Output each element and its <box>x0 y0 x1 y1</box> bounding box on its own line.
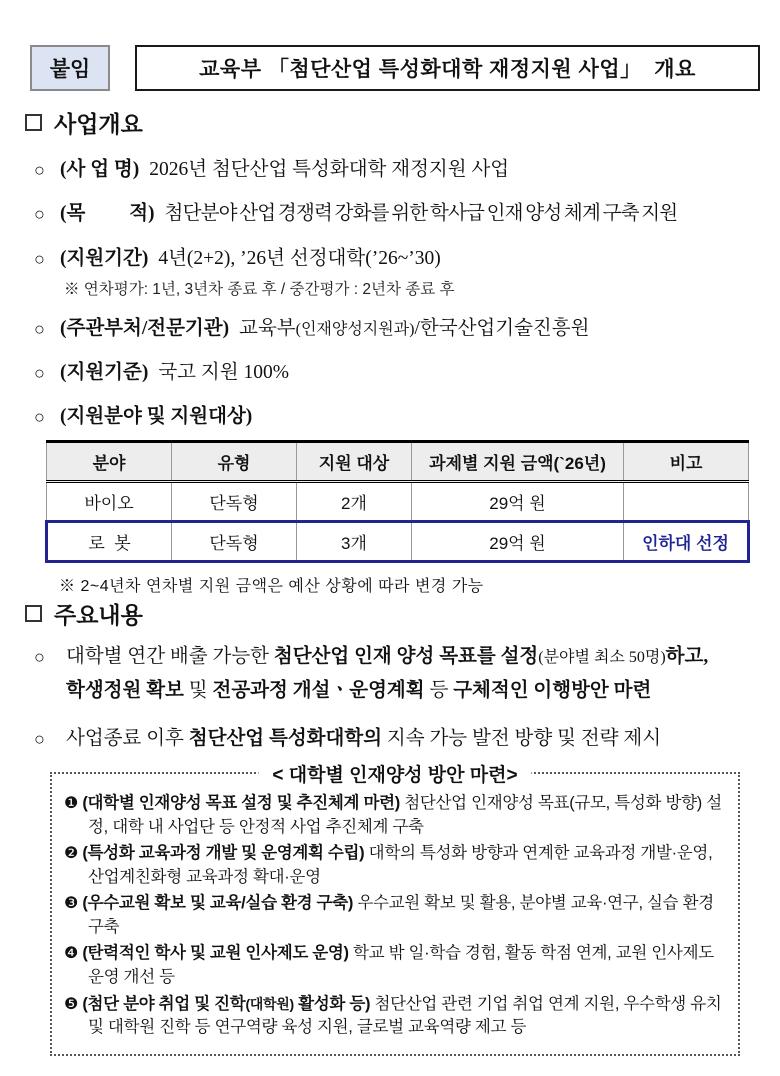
circle-bullet-icon: ○ <box>34 204 45 225</box>
item-value: 국고 지원 100% <box>158 362 289 384</box>
item-value: 첨단분야 산업 경쟁력 강화를 위한 학사급 인재 양성 체계 구축 지원 <box>164 203 678 225</box>
col-header-remark: 비고 <box>624 442 749 482</box>
square-bullet-icon <box>25 605 42 622</box>
circled-5-icon: ❺ <box>64 995 79 1013</box>
circled-1-icon: ❶ <box>64 795 79 812</box>
circle-bullet-icon: ○ <box>34 248 45 269</box>
item-label: (사 업 명) <box>60 159 140 180</box>
cell-target: 3개 <box>297 522 412 562</box>
bullet-text: 대학별 연간 배출 가능한 첨단산업 인재 양성 목표를 설정(분야별 최소 50명)하고, 학생정원 확보 및 전공과정 개설ㆍ운영계획 등 구체적인 이행방안 마련 <box>66 646 709 702</box>
table-header-row <box>47 442 749 482</box>
cell-remark <box>624 482 749 522</box>
section-heading-label: 주요내용 <box>54 602 143 628</box>
circled-3-icon: ❸ <box>64 895 79 913</box>
plan-item-2: ❷ (특성화 교육과정 개발 및 운영계획 수립) 대학의 특성화 방향과 연계한 교육과정 개발·운영, 산업계친화형 교육과정 확대·운영 <box>64 844 713 886</box>
circle-bullet-icon: ○ <box>34 407 45 428</box>
circle-bullet-icon: ○ <box>34 647 45 667</box>
item-label: (주관부처/전문기관) <box>60 317 230 339</box>
section-heading-main-content <box>25 597 143 630</box>
col-header-type: 유형 <box>172 442 297 482</box>
cell-amount: 29억 원 <box>412 522 624 562</box>
cell-target: 2개 <box>297 482 412 522</box>
item-label: (지원기준) <box>60 362 149 384</box>
plan-item-5: ❺ (첨단 분야 취업 및 진학(대학원) 활성화 등) 첨단산업 관련 기업 취업 연계 지원, 우수학생 유치 및 대학원 진학 등 연구역량 육성 지원, 글로벌 교육역량 제고 등 <box>64 994 722 1037</box>
table-row-highlighted <box>47 522 749 562</box>
plan-item-1: ❶ (대학별 인재양성 목표 설정 및 추진체계 마련) 첨단산업 인재양성 목표(규모, 특성화 방향) 설정, 대학 내 사업단 등 안정적 사업 추진체계 구축 <box>64 794 722 836</box>
item-value: 2026년 첨단산업 특성화대학 재정지원 사업 <box>149 159 510 180</box>
circle-bullet-icon: ○ <box>34 318 45 339</box>
support-table-section <box>45 440 750 596</box>
col-header-target: 지원 대상 <box>297 442 412 482</box>
circle-bullet-icon: ○ <box>34 729 45 750</box>
section-heading-overview <box>25 106 143 139</box>
list-item <box>34 403 764 431</box>
page-title: 교육부 「첨단산업 특성화대학 재정지원 사업」 개요 <box>135 45 760 91</box>
cell-field: 로 봇 <box>47 522 172 562</box>
table-row <box>47 482 749 522</box>
plan-item-4: ❹ (탄력적인 학사 및 교원 인사제도 운영) 학교 밖 일·학습 경험, 활동 학점 연계, 교원 인사제도 운영 개선 등 <box>64 944 714 987</box>
list-item <box>34 359 764 387</box>
plan-box-title: < 대학별 인재양성 방안 마련> <box>258 760 531 787</box>
section-heading-label: 사업개요 <box>54 111 143 137</box>
item-label: (지원분야 및 지원대상) <box>60 406 253 428</box>
list-item <box>34 315 764 343</box>
circled-4-icon: ❹ <box>64 945 79 963</box>
evaluation-note: ※ 연차평가: 1년, 3년차 종료 후 / 중간평가 : 2년차 종료 후 <box>64 280 455 298</box>
col-header-field: 분야 <box>47 442 172 482</box>
main-content-bullets <box>34 640 764 770</box>
support-table <box>45 440 750 563</box>
overview-item-list <box>34 156 764 448</box>
item-label: (목 적) <box>60 203 155 225</box>
content-bullet <box>34 640 764 708</box>
item-value: 교육부(인재양성지원과)/한국산업기술진흥원 <box>239 317 590 339</box>
plan-item-3: ❸ (우수교원 확보 및 교육/실습 환경 구축) 우수교원 확보 및 활용, 분야별 교육·연구, 실습 환경 구축 <box>64 894 714 936</box>
col-header-amount: 과제별 지원 금액(`26년) <box>412 442 624 482</box>
cell-field: 바이오 <box>47 482 172 522</box>
table-note: ※ 2~4년차 연차별 지원 금액은 예산 상황에 따라 변경 가능 <box>59 578 484 595</box>
list-item <box>34 245 764 273</box>
list-item <box>34 200 764 228</box>
bullet-text: 사업종료 이후 첨단산업 특성화대학의 지속 가능 발전 방향 및 전략 제시 <box>66 728 662 750</box>
talent-plan-box <box>50 765 740 1056</box>
content-bullet <box>34 722 764 756</box>
circle-bullet-icon: ○ <box>34 363 45 384</box>
square-bullet-icon <box>25 114 42 131</box>
circled-2-icon: ❷ <box>64 845 79 863</box>
cell-type: 단독형 <box>172 482 297 522</box>
attachment-badge: 붙임 <box>30 45 110 91</box>
item-label: (지원기간) <box>60 247 149 269</box>
cell-type: 단독형 <box>172 522 297 562</box>
item-value: 4년(2+2), ’26년 선정대학(’26~’30) <box>158 247 441 269</box>
list-item <box>34 156 764 184</box>
cell-amount: 29억 원 <box>412 482 624 522</box>
cell-remark-selected: 인하대 선정 <box>624 522 749 562</box>
circle-bullet-icon: ○ <box>34 160 45 180</box>
document-header <box>30 45 760 91</box>
